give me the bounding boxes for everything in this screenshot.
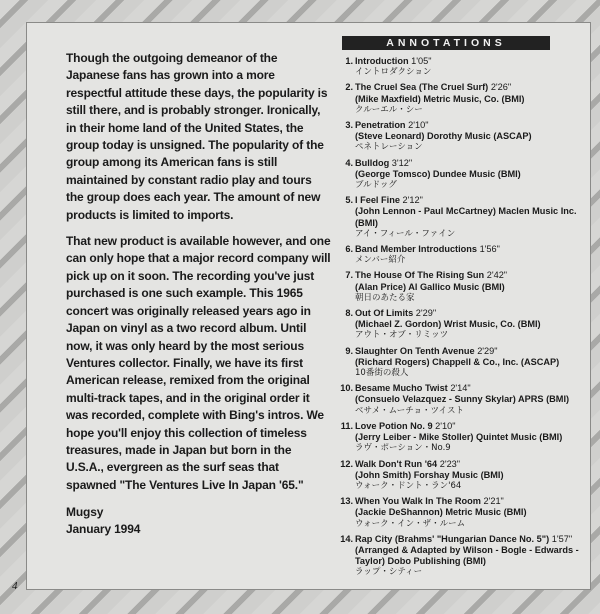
track-japanese-title: アイ・フィール・ファイン	[355, 228, 456, 239]
track-title: The Cruel Sea (The Cruel Surf)	[355, 82, 489, 93]
signature-name: Mugsy	[66, 505, 104, 520]
signature-date: January 1994	[66, 522, 141, 537]
track-japanese-title: 朝日のあたる家	[355, 292, 415, 303]
track-number: 1.	[345, 56, 353, 66]
track-time: 2'21"	[483, 496, 504, 507]
track-item	[333, 120, 583, 154]
track-credit: (John Smith) Forshay Music (BMI)	[355, 469, 504, 480]
track-item	[333, 459, 583, 493]
track-item	[333, 308, 583, 342]
track-time: 2'29"	[477, 345, 498, 356]
track-title: Rap City (Brahms' "Hungarian Dance No. 5")	[355, 533, 550, 544]
track-title: Penetration	[355, 120, 406, 131]
track-japanese-title: ベサメ・ムーチョ・ツイスト	[355, 405, 464, 416]
track-japanese-title: ペネトレーション	[355, 142, 423, 153]
track-time: 2'29"	[415, 308, 437, 319]
track-item	[333, 158, 583, 192]
track-number: 2.	[345, 82, 353, 93]
track-japanese-title: 10番街の殺人	[355, 368, 409, 379]
track-time: 2'26"	[490, 82, 512, 93]
track-time: 2'42"	[486, 270, 508, 281]
track-number: 5.	[345, 195, 353, 206]
track-credit: (Michael Z. Gordon) Wrist Music, Co. (BMI)	[355, 319, 541, 330]
track-number: 3.	[345, 120, 353, 131]
track-item	[333, 244, 583, 266]
track-title: Love Potion No. 9	[355, 420, 433, 431]
page-content	[26, 22, 591, 590]
signature	[66, 504, 332, 538]
track-time: 1'05"	[411, 56, 432, 66]
track-number: 12.	[340, 458, 353, 469]
track-time: 2'23"	[439, 458, 461, 469]
track-japanese-title: メンバー紹介	[355, 255, 406, 266]
essay-paragraph-2: That new product is available however, and one can only hope that a major record company will pick up on it soon. The recording you've just purchased is one such example. This 1965 concert was originally released years ago in Japan on vinyl as a two record album. Until now, it was only heard by the most serious Ventures collector. Finally, we have its first American release, remixed from the original multi-track tapes, and in the original order it was recorded, complete with Bing's intros. We hope you'll enjoy this collection of timeless treasures, made in Japan but born in the U.S.A., evergreen as the surf seas that spawned "The Ventures Live In Japan '65."	[66, 234, 331, 492]
track-item	[333, 56, 583, 78]
track-japanese-title: ウォーク・ドント・ラン'64	[355, 480, 462, 491]
track-credit: (Steve Leonard) Dorothy Music (ASCAP)	[355, 131, 532, 142]
essay-column	[66, 50, 332, 538]
track-japanese-title: ウォーク・イン・ザ・ルーム	[355, 518, 466, 529]
track-item	[333, 496, 583, 530]
track-item	[333, 195, 583, 240]
track-time: 2'12"	[402, 195, 423, 206]
track-title: When You Walk In The Room	[355, 496, 481, 507]
track-time: 2'10"	[408, 120, 429, 131]
track-title: The House Of The Rising Sun	[355, 270, 485, 281]
track-time: 2'10"	[435, 420, 456, 431]
track-item	[333, 346, 583, 380]
track-number: 7.	[345, 270, 353, 281]
track-number: 6.	[345, 244, 353, 255]
track-title: Introduction	[355, 56, 409, 66]
essay-paragraph-1: Though the outgoing demeanor of the Japanese fans has grown into a more respectful attitude these days, the popularity is still there, and is probably stronger. Ironically, in their home land of the United States, the group today is unsigned. The popularity of the group among its American fans is still maintained by constant radio play and tours the group does each year. The amount of new products is limited to imports.	[66, 51, 328, 222]
track-credit: (Jackie DeShannon) Metric Music (BMI)	[355, 507, 527, 518]
track-credit: (George Tomsco) Dundee Music (BMI)	[355, 168, 521, 179]
track-number: 13.	[340, 496, 353, 507]
track-item	[333, 82, 583, 116]
track-item	[333, 534, 583, 579]
track-title: Out Of Limits	[355, 308, 414, 319]
track-time: 3'12"	[391, 157, 413, 168]
track-number: 8.	[345, 308, 353, 319]
track-item	[333, 270, 583, 304]
track-japanese-title: イントロダクション	[355, 67, 432, 78]
track-item	[333, 421, 583, 455]
track-number: 11.	[340, 420, 353, 431]
track-item	[333, 383, 583, 417]
track-japanese-title: アウト・オブ・リミッツ	[355, 330, 449, 341]
track-time: 1'56"	[479, 244, 500, 255]
track-number: 10.	[340, 383, 353, 394]
track-credit: (Arranged & Adapted by Wilson - Bogle - Edwards - Taylor) Dobo Publishing (BMI)	[355, 544, 579, 567]
track-japanese-title: クルーエル・シー	[355, 104, 423, 115]
track-list	[333, 56, 583, 583]
track-title: Bulldog	[355, 157, 390, 168]
track-japanese-title: ラヴ・ポーション・No.9	[355, 443, 451, 454]
track-title: I Feel Fine	[355, 195, 400, 206]
track-credit: (Jerry Leiber - Mike Stoller) Quintet Music (BMI)	[355, 432, 563, 443]
track-credit: (Consuelo Velazquez - Sunny Skylar) APRS (BMI)	[355, 394, 570, 405]
track-japanese-title: ラップ・シティー	[355, 567, 423, 578]
track-title: Band Member Introductions	[355, 244, 477, 255]
track-number: 14.	[340, 533, 353, 544]
track-time: 2'14"	[450, 383, 471, 394]
track-title: Slaughter On Tenth Avenue	[355, 345, 475, 356]
track-time: 1'57"	[551, 533, 573, 544]
track-credit: (Mike Maxfield) Metric Music, Co. (BMI)	[355, 93, 525, 104]
page-number: 4	[12, 580, 18, 592]
track-title: Besame Mucho Twist	[355, 383, 448, 394]
track-credit: (Richard Rogers) Chappell & Co., Inc. (ASCAP)	[355, 356, 560, 367]
track-credit: (John Lennon - Paul McCartney) Maclen Music Inc. (BMI)	[355, 206, 577, 228]
track-number: 4.	[345, 157, 353, 168]
track-japanese-title: ブルドッグ	[355, 180, 397, 191]
track-title: Walk Don't Run '64	[355, 458, 438, 469]
annotations-header: ANNOTATIONS	[342, 36, 550, 50]
track-credit: (Alan Price) Al Gallico Music (BMI)	[355, 281, 505, 292]
track-number: 9.	[345, 345, 353, 356]
